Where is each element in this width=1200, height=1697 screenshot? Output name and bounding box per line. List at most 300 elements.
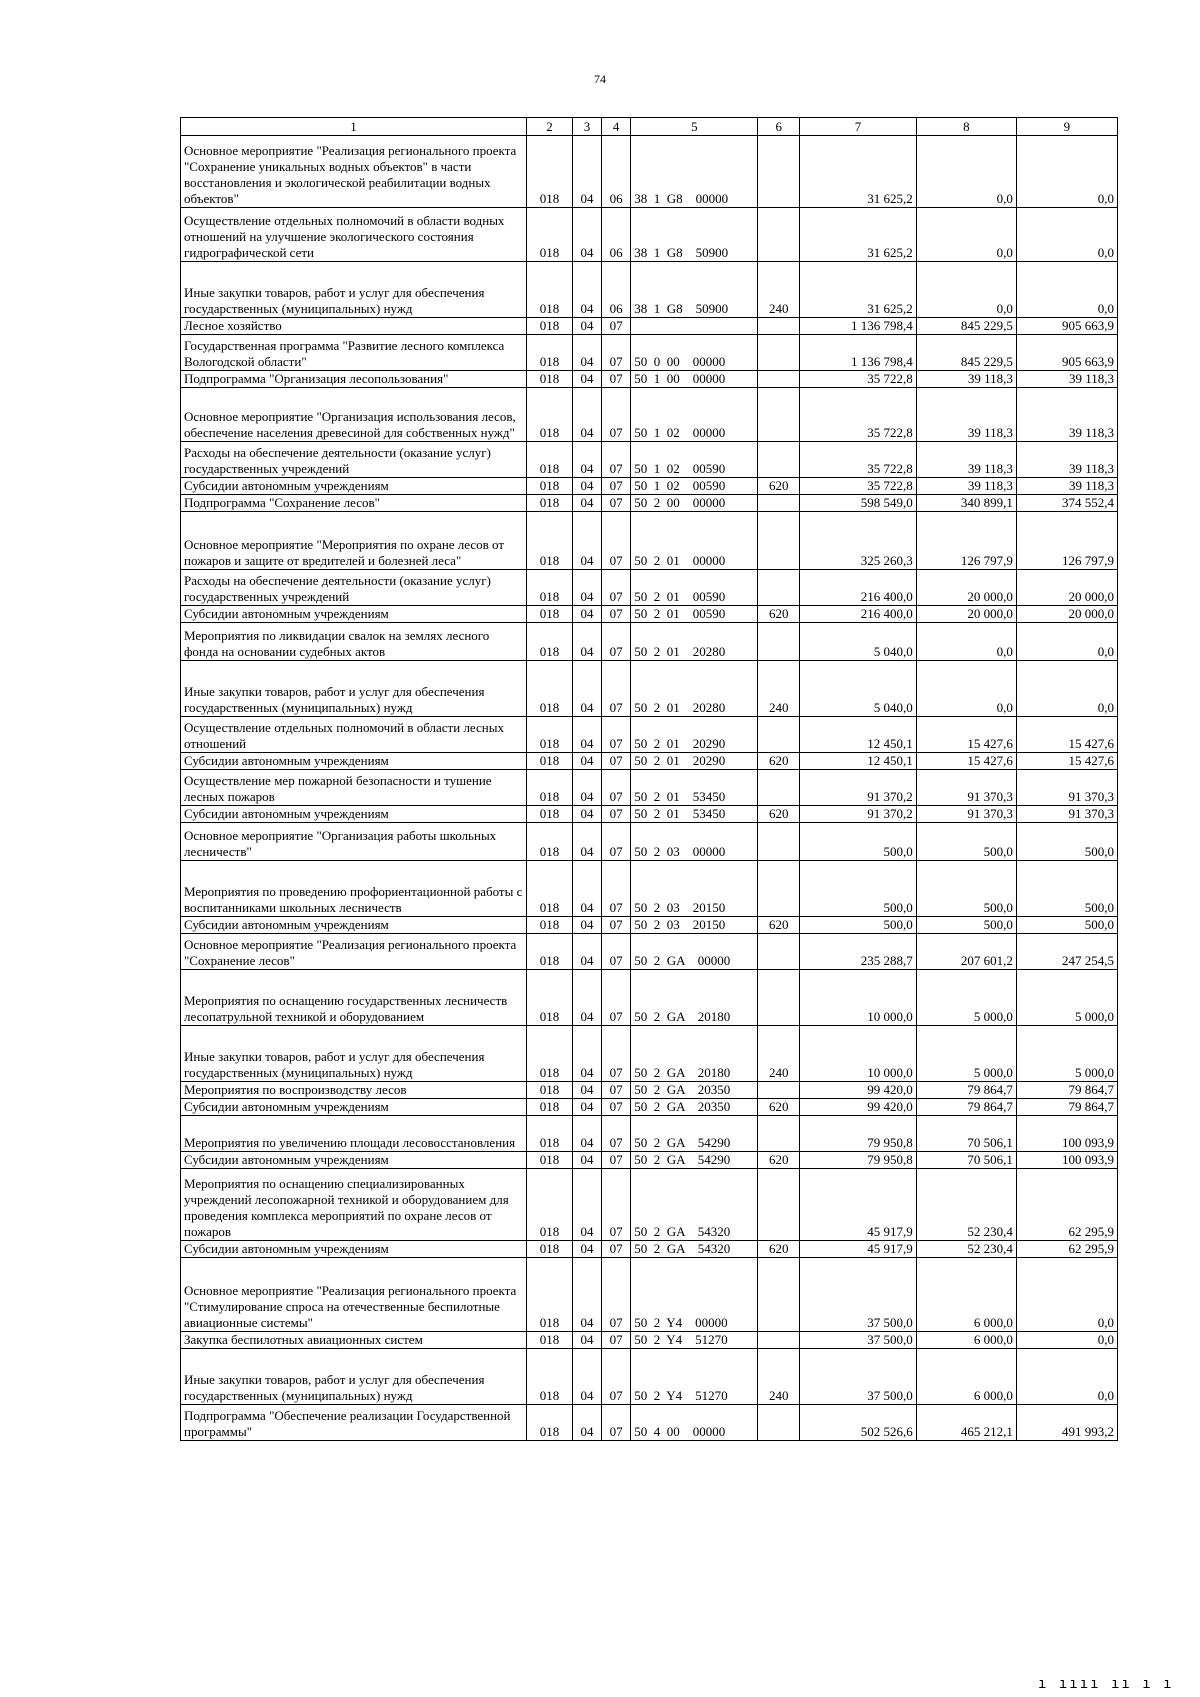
code-target-article: 50 2 03 00000	[631, 823, 758, 861]
code-subsection: 07	[602, 661, 631, 717]
code-section: 04	[572, 753, 601, 770]
code-expense-type	[758, 570, 800, 606]
code-section: 04	[572, 917, 601, 934]
code-subsection: 07	[602, 970, 631, 1026]
code-expense-type	[758, 1082, 800, 1099]
amount-col8: 15 427,6	[916, 717, 1016, 753]
code-ministry: 018	[527, 623, 573, 661]
code-section: 04	[572, 1169, 601, 1241]
code-target-article	[631, 318, 758, 335]
code-target-article: 50 2 GA 54290	[631, 1152, 758, 1169]
code-ministry: 018	[527, 770, 573, 806]
code-ministry: 018	[527, 1082, 573, 1099]
amount-col8: 15 427,6	[916, 753, 1016, 770]
code-subsection: 07	[602, 806, 631, 823]
amount-col8: 845 229,5	[916, 335, 1016, 371]
amount-col7: 5 040,0	[800, 661, 917, 717]
amount-col7: 235 288,7	[800, 934, 917, 970]
code-ministry: 018	[527, 606, 573, 623]
code-ministry: 018	[527, 1116, 573, 1152]
table-row	[181, 1026, 1118, 1082]
amount-col9: 126 797,9	[1016, 512, 1117, 570]
amount-col9: 39 118,3	[1016, 478, 1117, 495]
code-subsection: 07	[602, 623, 631, 661]
code-target-article: 50 2 01 53450	[631, 806, 758, 823]
table-row	[181, 917, 1118, 934]
code-expense-type	[758, 1258, 800, 1332]
row-name: Подпрограмма "Обеспечение реализации Государственной программы"	[181, 1405, 527, 1441]
amount-col7: 10 000,0	[800, 970, 917, 1026]
amount-col8: 500,0	[916, 823, 1016, 861]
code-section: 04	[572, 371, 601, 388]
code-section: 04	[572, 478, 601, 495]
code-subsection: 07	[602, 1241, 631, 1258]
amount-col9: 15 427,6	[1016, 717, 1117, 753]
amount-col9: 20 000,0	[1016, 606, 1117, 623]
row-name: Основное мероприятие "Организация использования лесов, обеспечение населения древесиной для собственных нужд"	[181, 388, 527, 442]
amount-col9: 39 118,3	[1016, 388, 1117, 442]
code-ministry: 018	[527, 442, 573, 478]
amount-col7: 598 549,0	[800, 495, 917, 512]
amount-col8: 6 000,0	[916, 1258, 1016, 1332]
code-target-article: 50 2 03 20150	[631, 861, 758, 917]
amount-col8: 0,0	[916, 623, 1016, 661]
code-section: 04	[572, 823, 601, 861]
table-row	[181, 1099, 1118, 1116]
code-section: 04	[572, 318, 601, 335]
amount-col7: 79 950,8	[800, 1116, 917, 1152]
amount-col7: 500,0	[800, 823, 917, 861]
column-header: 7	[800, 118, 917, 136]
code-ministry: 018	[527, 1332, 573, 1349]
code-section: 04	[572, 1082, 601, 1099]
amount-col7: 12 450,1	[800, 717, 917, 753]
amount-col7: 35 722,8	[800, 371, 917, 388]
amount-col7: 35 722,8	[800, 388, 917, 442]
amount-col7: 35 722,8	[800, 442, 917, 478]
code-expense-type: 620	[758, 1099, 800, 1116]
code-target-article: 50 2 GA 54320	[631, 1241, 758, 1258]
code-target-article: 50 2 01 20280	[631, 623, 758, 661]
code-target-article: 50 2 01 00590	[631, 570, 758, 606]
code-target-article: 50 2 GA 20350	[631, 1082, 758, 1099]
code-subsection: 07	[602, 318, 631, 335]
code-ministry: 018	[527, 1258, 573, 1332]
table-row	[181, 208, 1118, 262]
amount-col8: 6 000,0	[916, 1349, 1016, 1405]
code-ministry: 018	[527, 371, 573, 388]
amount-col8: 845 229,5	[916, 318, 1016, 335]
code-subsection: 07	[602, 823, 631, 861]
code-subsection: 07	[602, 335, 631, 371]
code-subsection: 07	[602, 1116, 631, 1152]
amount-col8: 500,0	[916, 861, 1016, 917]
column-header: 1	[181, 118, 527, 136]
code-ministry: 018	[527, 512, 573, 570]
code-section: 04	[572, 388, 601, 442]
code-section: 04	[572, 570, 601, 606]
table-row	[181, 1349, 1118, 1405]
row-name: Расходы на обеспечение деятельности (оказание услуг) государственных учреждений	[181, 442, 527, 478]
amount-col9: 20 000,0	[1016, 570, 1117, 606]
table-row	[181, 1169, 1118, 1241]
code-ministry: 018	[527, 717, 573, 753]
row-name: Основное мероприятие "Мероприятия по охране лесов от пожаров и защите от вредителей и болезней леса"	[181, 512, 527, 570]
table-row	[181, 970, 1118, 1026]
amount-col9: 0,0	[1016, 1332, 1117, 1349]
code-target-article: 50 1 00 00000	[631, 371, 758, 388]
code-ministry: 018	[527, 1169, 573, 1241]
row-name: Осуществление отдельных полномочий в области лесных отношений	[181, 717, 527, 753]
amount-col8: 91 370,3	[916, 770, 1016, 806]
code-expense-type	[758, 1116, 800, 1152]
amount-col8: 39 118,3	[916, 371, 1016, 388]
code-expense-type	[758, 770, 800, 806]
amount-col9: 0,0	[1016, 623, 1117, 661]
code-subsection: 07	[602, 1152, 631, 1169]
code-section: 04	[572, 335, 601, 371]
amount-col9: 0,0	[1016, 661, 1117, 717]
code-target-article: 50 2 Y4 51270	[631, 1332, 758, 1349]
code-target-article: 50 2 00 00000	[631, 495, 758, 512]
code-ministry: 018	[527, 661, 573, 717]
column-header: 3	[572, 118, 601, 136]
amount-col7: 45 917,9	[800, 1169, 917, 1241]
code-section: 04	[572, 661, 601, 717]
table-row	[181, 806, 1118, 823]
table-row	[181, 770, 1118, 806]
amount-col7: 12 450,1	[800, 753, 917, 770]
code-section: 04	[572, 623, 601, 661]
code-target-article: 50 0 00 00000	[631, 335, 758, 371]
amount-col9: 905 663,9	[1016, 318, 1117, 335]
budget-table	[180, 117, 1118, 1441]
code-expense-type	[758, 1332, 800, 1349]
row-name: Субсидии автономным учреждениям	[181, 606, 527, 623]
amount-col8: 6 000,0	[916, 1332, 1016, 1349]
amount-col7: 37 500,0	[800, 1349, 917, 1405]
code-ministry: 018	[527, 917, 573, 934]
code-ministry: 018	[527, 934, 573, 970]
code-section: 04	[572, 861, 601, 917]
page-number: 74	[594, 72, 606, 86]
code-target-article: 50 1 02 00590	[631, 478, 758, 495]
code-section: 04	[572, 934, 601, 970]
amount-col7: 99 420,0	[800, 1099, 917, 1116]
code-section: 04	[572, 1349, 601, 1405]
table-row	[181, 495, 1118, 512]
row-name: Мероприятия по проведению профориентационной работы с воспитанниками школьных лесничеств	[181, 861, 527, 917]
code-target-article: 50 2 01 20290	[631, 717, 758, 753]
row-name: Субсидии автономным учреждениям	[181, 1152, 527, 1169]
code-section: 04	[572, 1099, 601, 1116]
amount-col7: 500,0	[800, 861, 917, 917]
code-expense-type	[758, 495, 800, 512]
code-target-article: 50 2 GA 54290	[631, 1116, 758, 1152]
table-row	[181, 136, 1118, 208]
code-ministry: 018	[527, 970, 573, 1026]
row-name: Основное мероприятие "Реализация регионального проекта "Сохранение уникальных водных объектов" в части восстановления и экологической реабилитации водных объектов"	[181, 136, 527, 208]
code-ministry: 018	[527, 262, 573, 318]
code-expense-type	[758, 318, 800, 335]
row-name: Осуществление мер пожарной безопасности и тушение лесных пожаров	[181, 770, 527, 806]
table-row	[181, 823, 1118, 861]
code-expense-type	[758, 623, 800, 661]
amount-col9: 374 552,4	[1016, 495, 1117, 512]
amount-col8: 39 118,3	[916, 442, 1016, 478]
code-subsection: 07	[602, 512, 631, 570]
table-body	[181, 118, 1118, 1441]
code-expense-type: 620	[758, 1152, 800, 1169]
row-name: Мероприятия по увеличению площади лесовосстановления	[181, 1116, 527, 1152]
amount-col7: 91 370,2	[800, 770, 917, 806]
amount-col7: 37 500,0	[800, 1332, 917, 1349]
code-target-article: 50 2 03 20150	[631, 917, 758, 934]
row-name: Основное мероприятие "Реализация регионального проекта "Сохранение лесов"	[181, 934, 527, 970]
code-ministry: 018	[527, 335, 573, 371]
amount-col7: 99 420,0	[800, 1082, 917, 1099]
code-expense-type	[758, 136, 800, 208]
amount-col8: 340 899,1	[916, 495, 1016, 512]
row-name: Иные закупки товаров, работ и услуг для обеспечения государственных (муниципальных) нужд	[181, 262, 527, 318]
amount-col9: 91 370,3	[1016, 806, 1117, 823]
amount-col9: 0,0	[1016, 136, 1117, 208]
amount-col9: 5 000,0	[1016, 1026, 1117, 1082]
code-section: 04	[572, 970, 601, 1026]
code-ministry: 018	[527, 806, 573, 823]
amount-col8: 79 864,7	[916, 1099, 1016, 1116]
code-ministry: 018	[527, 1349, 573, 1405]
code-section: 04	[572, 208, 601, 262]
row-name: Субсидии автономным учреждениям	[181, 1099, 527, 1116]
code-expense-type: 240	[758, 661, 800, 717]
amount-col8: 5 000,0	[916, 1026, 1016, 1082]
row-name: Подпрограмма "Организация лесопользования"	[181, 371, 527, 388]
amount-col8: 500,0	[916, 917, 1016, 934]
row-name: Расходы на обеспечение деятельности (оказание услуг) государственных учреждений	[181, 570, 527, 606]
code-ministry: 018	[527, 1026, 573, 1082]
amount-col7: 35 722,8	[800, 478, 917, 495]
code-target-article: 50 2 01 20290	[631, 753, 758, 770]
amount-col8: 126 797,9	[916, 512, 1016, 570]
amount-col9: 247 254,5	[1016, 934, 1117, 970]
table-row	[181, 1258, 1118, 1332]
code-subsection: 07	[602, 1099, 631, 1116]
code-subsection: 07	[602, 570, 631, 606]
amount-col9: 0,0	[1016, 1258, 1117, 1332]
code-expense-type	[758, 1169, 800, 1241]
code-section: 04	[572, 136, 601, 208]
amount-col8: 79 864,7	[916, 1082, 1016, 1099]
code-target-article: 38 1 G8 00000	[631, 136, 758, 208]
code-expense-type	[758, 371, 800, 388]
code-expense-type: 240	[758, 1026, 800, 1082]
code-subsection: 07	[602, 442, 631, 478]
code-subsection: 07	[602, 861, 631, 917]
code-expense-type: 240	[758, 1349, 800, 1405]
code-target-article: 50 2 01 00000	[631, 512, 758, 570]
amount-col7: 5 040,0	[800, 623, 917, 661]
code-section: 04	[572, 717, 601, 753]
table-row	[181, 861, 1118, 917]
row-name: Иные закупки товаров, работ и услуг для обеспечения государственных (муниципальных) нужд	[181, 1349, 527, 1405]
amount-col8: 20 000,0	[916, 606, 1016, 623]
code-subsection: 07	[602, 917, 631, 934]
row-name: Основное мероприятие "Реализация регионального проекта "Стимулирование спроса на отечественные беспилотные авиационные системы"	[181, 1258, 527, 1332]
table-row	[181, 717, 1118, 753]
row-name: Субсидии автономным учреждениям	[181, 806, 527, 823]
code-expense-type	[758, 208, 800, 262]
table-row	[181, 388, 1118, 442]
amount-col8: 52 230,4	[916, 1169, 1016, 1241]
code-expense-type	[758, 970, 800, 1026]
table-row	[181, 371, 1118, 388]
code-target-article: 50 2 Y4 51270	[631, 1349, 758, 1405]
code-expense-type: 620	[758, 806, 800, 823]
code-ministry: 018	[527, 1241, 573, 1258]
code-ministry: 018	[527, 861, 573, 917]
table-row	[181, 1332, 1118, 1349]
amount-col7: 325 260,3	[800, 512, 917, 570]
table-row	[181, 335, 1118, 371]
code-section: 04	[572, 1258, 601, 1332]
amount-col9: 905 663,9	[1016, 335, 1117, 371]
code-subsection: 07	[602, 606, 631, 623]
table-row	[181, 442, 1118, 478]
amount-col9: 100 093,9	[1016, 1116, 1117, 1152]
code-subsection: 07	[602, 1405, 631, 1441]
amount-col8: 39 118,3	[916, 478, 1016, 495]
amount-col8: 70 506,1	[916, 1152, 1016, 1169]
amount-col7: 79 950,8	[800, 1152, 917, 1169]
amount-col9: 15 427,6	[1016, 753, 1117, 770]
table-row	[181, 661, 1118, 717]
code-ministry: 018	[527, 318, 573, 335]
amount-col7: 502 526,6	[800, 1405, 917, 1441]
code-target-article: 50 4 00 00000	[631, 1405, 758, 1441]
amount-col8: 39 118,3	[916, 388, 1016, 442]
amount-col9: 500,0	[1016, 823, 1117, 861]
table-row	[181, 318, 1118, 335]
table-row	[181, 478, 1118, 495]
table-row	[181, 262, 1118, 318]
code-target-article: 50 1 02 00000	[631, 388, 758, 442]
code-section: 04	[572, 606, 601, 623]
code-section: 04	[572, 1405, 601, 1441]
table-row	[181, 623, 1118, 661]
table-row	[181, 753, 1118, 770]
code-expense-type: 620	[758, 1241, 800, 1258]
code-section: 04	[572, 1116, 601, 1152]
code-target-article: 50 2 01 00590	[631, 606, 758, 623]
amount-col9: 79 864,7	[1016, 1099, 1117, 1116]
code-subsection: 07	[602, 753, 631, 770]
code-subsection: 07	[602, 1082, 631, 1099]
code-subsection: 07	[602, 717, 631, 753]
amount-col9: 91 370,3	[1016, 770, 1117, 806]
code-ministry: 018	[527, 495, 573, 512]
code-subsection: 07	[602, 388, 631, 442]
code-target-article: 50 2 01 53450	[631, 770, 758, 806]
code-section: 04	[572, 770, 601, 806]
table-row	[181, 1116, 1118, 1152]
code-section: 04	[572, 806, 601, 823]
code-subsection: 06	[602, 208, 631, 262]
code-section: 04	[572, 495, 601, 512]
code-ministry: 018	[527, 823, 573, 861]
amount-col8: 91 370,3	[916, 806, 1016, 823]
code-expense-type	[758, 335, 800, 371]
table-row	[181, 1152, 1118, 1169]
code-expense-type	[758, 388, 800, 442]
code-subsection: 07	[602, 478, 631, 495]
code-target-article: 50 2 GA 00000	[631, 934, 758, 970]
row-name: Закупка беспилотных авиационных систем	[181, 1332, 527, 1349]
amount-col9: 100 093,9	[1016, 1152, 1117, 1169]
row-name: Иные закупки товаров, работ и услуг для обеспечения государственных (муниципальных) нужд	[181, 1026, 527, 1082]
code-expense-type	[758, 1405, 800, 1441]
amount-col8: 0,0	[916, 262, 1016, 318]
code-target-article: 50 2 GA 20350	[631, 1099, 758, 1116]
amount-col9: 0,0	[1016, 1349, 1117, 1405]
code-section: 04	[572, 1332, 601, 1349]
code-ministry: 018	[527, 1405, 573, 1441]
code-ministry: 018	[527, 570, 573, 606]
amount-col9: 62 295,9	[1016, 1169, 1117, 1241]
code-ministry: 018	[527, 753, 573, 770]
code-expense-type	[758, 861, 800, 917]
amount-col7: 216 400,0	[800, 606, 917, 623]
row-name: Мероприятия по оснащению государственных лесничеств лесопатрульной техникой и оборудованием	[181, 970, 527, 1026]
column-header: 9	[1016, 118, 1117, 136]
table-row	[181, 1405, 1118, 1441]
code-section: 04	[572, 1152, 601, 1169]
amount-col7: 10 000,0	[800, 1026, 917, 1082]
amount-col7: 216 400,0	[800, 570, 917, 606]
amount-col9: 5 000,0	[1016, 970, 1117, 1026]
code-subsection: 07	[602, 1169, 631, 1241]
table-header-row	[181, 118, 1118, 136]
code-expense-type	[758, 442, 800, 478]
code-section: 04	[572, 1026, 601, 1082]
amount-col9: 0,0	[1016, 208, 1117, 262]
row-name: Мероприятия по оснащению специализированных учреждений лесопожарной техникой и оборудованием для проведения комплекса мероприятий по охране лесов от пожаров	[181, 1169, 527, 1241]
code-subsection: 07	[602, 934, 631, 970]
code-expense-type: 620	[758, 753, 800, 770]
code-target-article: 38 1 G8 50900	[631, 262, 758, 318]
code-expense-type	[758, 512, 800, 570]
amount-col7: 31 625,2	[800, 136, 917, 208]
code-subsection: 07	[602, 1026, 631, 1082]
code-ministry: 018	[527, 1152, 573, 1169]
column-header: 4	[602, 118, 631, 136]
amount-col8: 20 000,0	[916, 570, 1016, 606]
amount-col7: 1 136 798,4	[800, 335, 917, 371]
row-name: Мероприятия по ликвидации свалок на землях лесного фонда на основании судебных актов	[181, 623, 527, 661]
row-name: Иные закупки товаров, работ и услуг для обеспечения государственных (муниципальных) нужд	[181, 661, 527, 717]
amount-col9: 39 118,3	[1016, 371, 1117, 388]
amount-col8: 5 000,0	[916, 970, 1016, 1026]
code-expense-type: 620	[758, 917, 800, 934]
code-ministry: 018	[527, 388, 573, 442]
code-section: 04	[572, 262, 601, 318]
code-subsection: 07	[602, 371, 631, 388]
table-row	[181, 934, 1118, 970]
amount-col9: 491 993,2	[1016, 1405, 1117, 1441]
code-target-article: 50 2 Y4 00000	[631, 1258, 758, 1332]
code-expense-type: 620	[758, 606, 800, 623]
column-header: 2	[527, 118, 573, 136]
